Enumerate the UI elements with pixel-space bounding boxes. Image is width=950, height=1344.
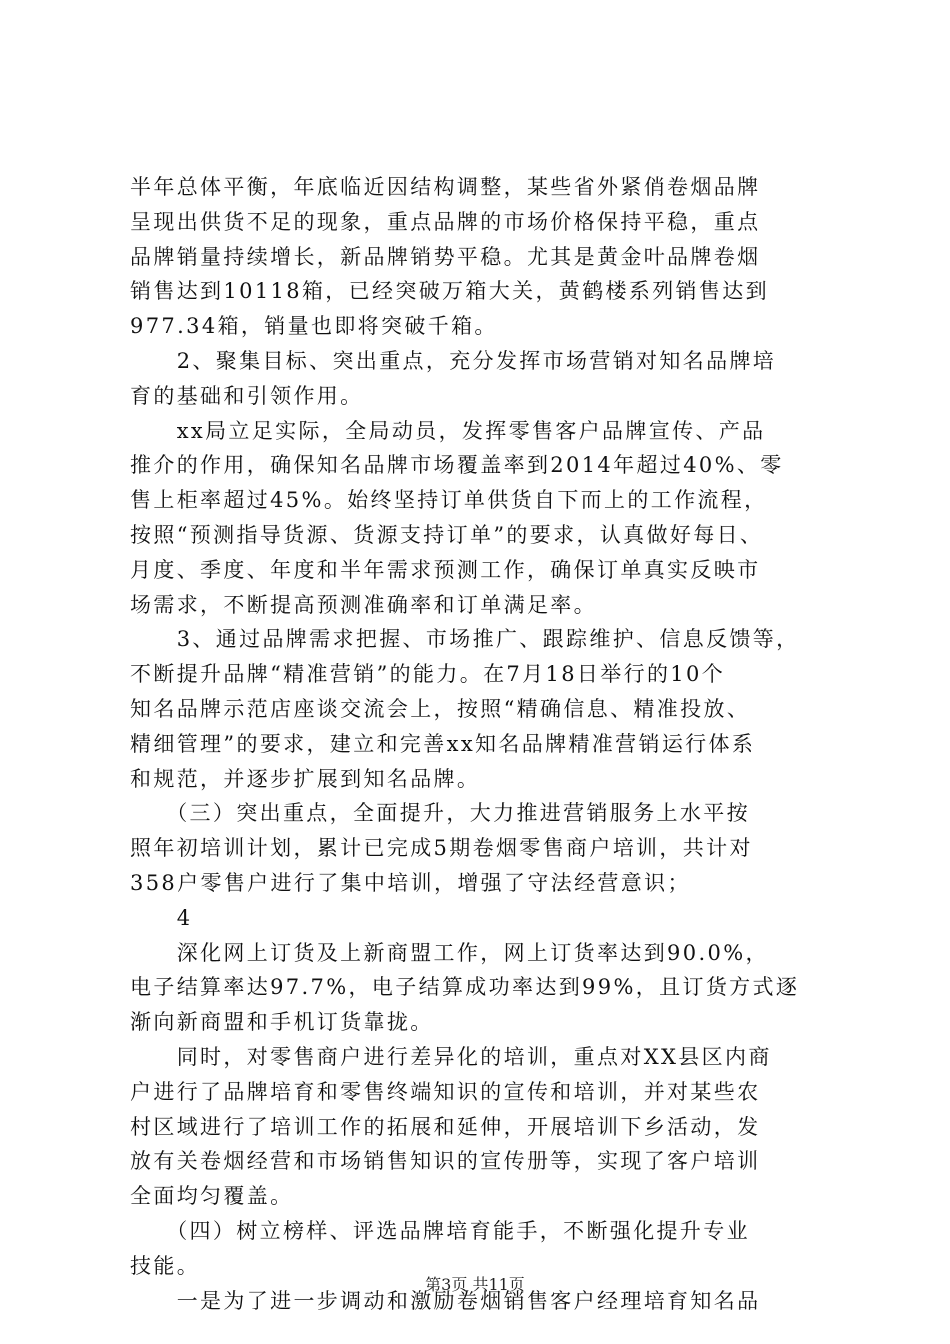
text-line: 同时，对零售商户进行差异化的培训，重点对XX县区内商 — [130, 1044, 772, 1069]
text-line: 电子结算率达97.7%，电子结算成功率达到99%，且订货方式逐 — [130, 975, 800, 1000]
text-line: 358户零售户进行了集中培训，增强了守法经营意识； — [130, 870, 691, 895]
text-line: 月度、季度、年度和半年需求预测工作，确保订单真实反映市 — [130, 557, 761, 582]
text-line: 半年总体平衡，年底临近因结构调整，某些省外紧俏卷烟品牌 — [130, 175, 761, 199]
body-text — [130, 170, 835, 1318]
text-line: 放有关卷烟经营和市场销售知识的宣传册等，实现了客户培训 — [130, 1149, 761, 1174]
text-line: 育的基础和引领作用。 — [130, 383, 364, 408]
text-line: 4 — [130, 905, 193, 930]
text-line: 知名品牌示范店座谈交流会上，按照“精确信息、精准投放、 — [130, 696, 751, 721]
text-line: xx局立足实际，全局动员，发挥零售客户品牌宣传、产品 — [130, 418, 766, 443]
text-line: （四）树立榜样、评选品牌培育能手，不断强化提升专业 — [130, 1218, 750, 1243]
text-line: 按照“预测指导货源、货源支持订单”的要求，认真做好每日、 — [130, 522, 764, 547]
text-line: 售上柜率超过45%。始终坚持订单供货自下而上的工作流程， — [130, 488, 768, 513]
text-line: 深化网上订货及上新商盟工作，网上订货率达到90.0%， — [130, 940, 769, 965]
text-line: 全面均匀覆盖。 — [130, 1184, 294, 1209]
text-line: 村区域进行了培训工作的拓展和延伸，开展培训下乡活动，发 — [130, 1114, 761, 1139]
text-line: 不断提升品牌“精准营销”的能力。在7月18日举行的10个 — [130, 662, 726, 687]
text-line: 照年初培训计划，累计已完成5期卷烟零售商户培训，共计对 — [130, 836, 753, 861]
page-footer: 第3页 共11页 — [425, 1275, 525, 1294]
text-line: 渐向新商盟和手机订货靠拢。 — [130, 1010, 434, 1035]
text-line: 品牌销量持续增长，新品牌销势平稳。尤其是黄金叶品牌卷烟 — [130, 244, 761, 269]
text-line: 和规范，并逐步扩展到知名品牌。 — [130, 766, 481, 791]
text-line: （三）突出重点，全面提升，大力推进营销服务上水平按 — [130, 801, 750, 826]
text-line: 2、聚集目标、突出重点，充分发挥市场营销对知名品牌培 — [130, 348, 777, 373]
text-line: 3、通过品牌需求把握、市场推广、跟踪维护、信息反馈等， — [130, 627, 800, 652]
text-line: 呈现出供货不足的现象，重点品牌的市场价格保持平稳，重点 — [130, 209, 761, 234]
text-line: 户进行了品牌培育和零售终端知识的宣传和培训，并对某些农 — [130, 1079, 761, 1104]
text-line: 一是为了进一步调动和激励卷烟销售客户经理培育知名品 — [130, 1288, 761, 1313]
text-line: 销售达到10118箱，已经突破万箱大关，黄鹤楼系列销售达到 — [130, 279, 769, 304]
text-line: 精细管理”的要求，建立和完善xx知名品牌精准营销运行体系 — [130, 731, 756, 756]
text-line: 977.34箱，销量也即将突破千箱。 — [130, 314, 498, 339]
text-line: 技能。 — [130, 1253, 201, 1278]
text-line: 场需求，不断提高预测准确率和订单满足率。 — [130, 592, 597, 617]
text-line: 推介的作用，确保知名品牌市场覆盖率到2014年超过40%、零 — [130, 453, 784, 478]
